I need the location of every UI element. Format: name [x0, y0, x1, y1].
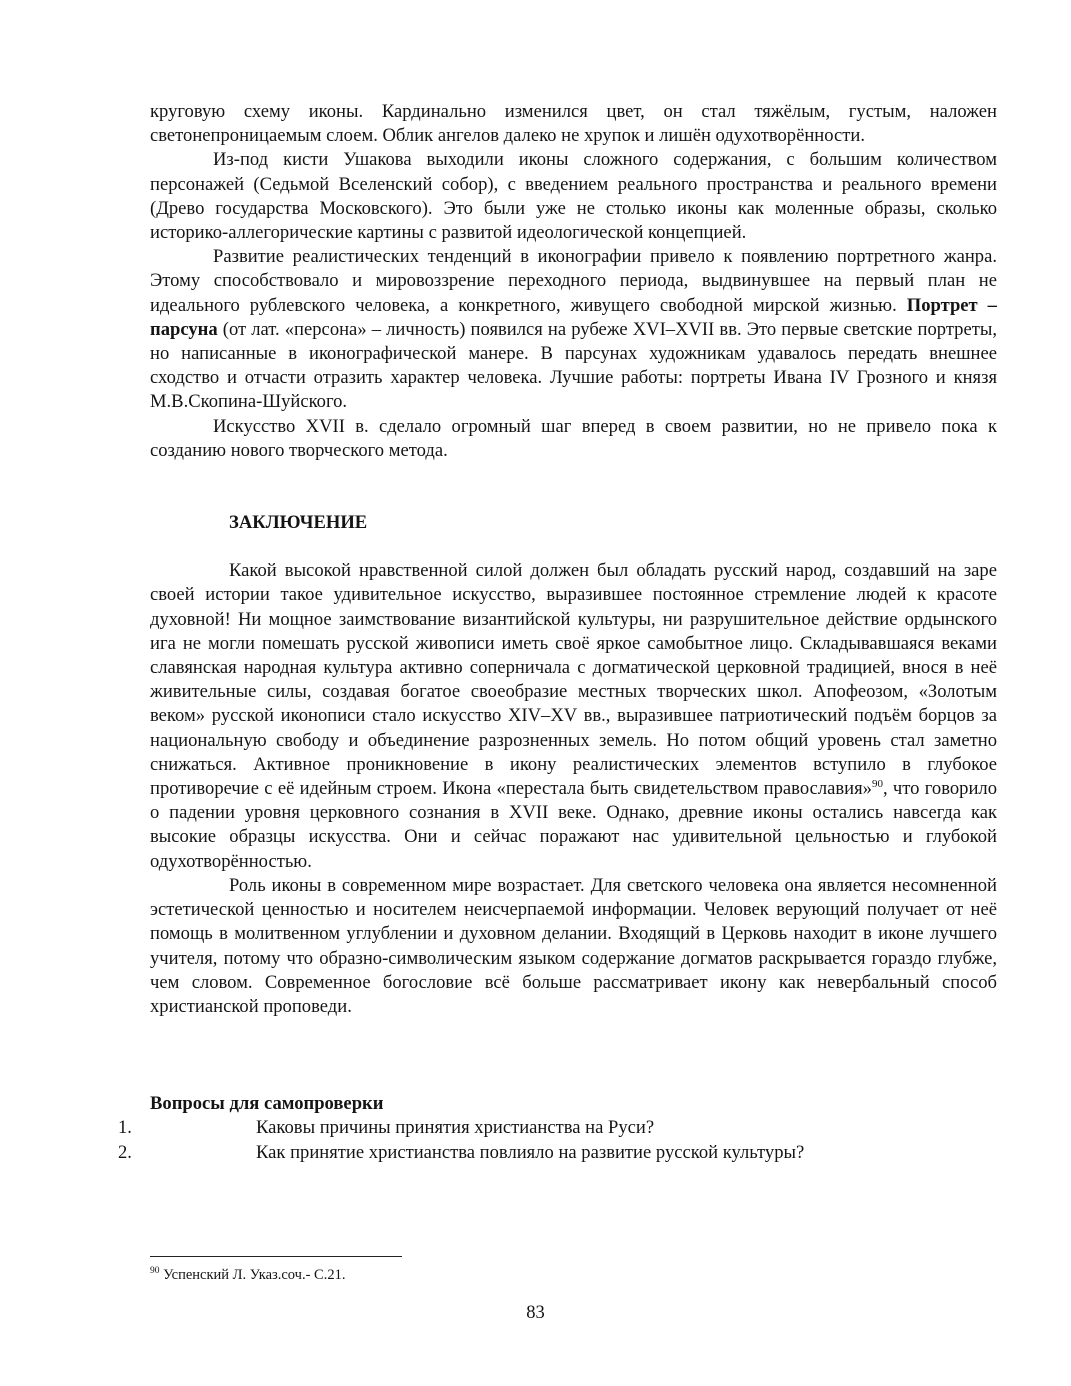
paragraph-3-part-2: (от лат. «персона» – личность) появился на рубеже XVI–XVII вв. Это первые светские портреты, но написанные в иконографической манере. В парсунах художникам удавалось передать внешнее сходство и отчасти отразить характер человека. Лучшие работы: портреты Ивана IV Грозного и князя М.В.Скопина-Шуйского. — [150, 318, 997, 413]
paragraph-3 — [150, 245, 997, 414]
parsuna-term: Портрет – парсуна — [150, 294, 997, 340]
paragraph-5 — [150, 559, 997, 874]
main-text — [118, 100, 997, 1165]
question-number: 1. — [118, 1117, 132, 1139]
paragraph-4: Искусство XVII в. сделало огромный шаг вперед в своем развитии, но не привело пока к созданию нового творческого метода. — [150, 415, 997, 461]
page-number: 83 — [526, 1302, 545, 1323]
paragraph-5-part-1: Какой высокой нравственной силой должен был обладать русский народ, создавший на заре своей истории такое удивительное искусство, выразившее постоянное стремление людей к красоте духовной! Ни мощное заимствование византийской культуры, ни разрушительное действие ордынского ига не могли помешать русской живописи иметь своё яркое самобытное лицо. Складывавшаяся веками славянская народная культура активно соперничала с догматической церковной традицией, внося в неё живительные силы, создавая богатое своеобразие местных творческих школ. Апофеозом, «Золотым веком» русской иконописи стало искусство XIV–XV вв., выразившее патриотический подъём борцов за национальную свободу и объединение разрозненных земель. Но потом общий уровень стал заметно снижаться. Активное проникновение в икону реалистических элементов вступило в глубокое противоречие с её идейным строем. Икона «перестала быть свидетельством православия» — [150, 560, 997, 800]
question-text: Каковы причины принятия христианства на Руси? — [256, 1117, 655, 1139]
footnote-reference[interactable]: 90 — [871, 777, 883, 790]
spacer — [150, 1019, 997, 1092]
footnote-separator — [150, 1256, 402, 1257]
paragraph-5-part-2: , что говорило о падении уровня церковного сознания в XVII веке. Однако, древние иконы остались навсегда как высокие образцы искусства. Они и сейчас поражают нас удивительной цельностью и глубокой одухотворённостью. — [150, 778, 997, 872]
paragraph-2: Из-под кисти Ушакова выходили иконы сложного содержания, с большим количеством персонажей (Седьмой Вселенский собор), с введением реального пространства и реального времени (Древо государства Московского). Это были уже не столько иконы как моленные образы, сколько историко-аллегорические картины с развитой идеологической концепцией. — [150, 149, 997, 244]
questions-title: Вопросы для самопроверки — [150, 1093, 384, 1115]
question-number: 2. — [118, 1141, 132, 1163]
question-text: Как принятие христианства повлияло на развитие русской культуры? — [256, 1141, 805, 1163]
footnote — [150, 1266, 345, 1284]
paragraph-1: круговую схему иконы. Кардинально изменился цвет, он стал тяжёлым, густым, наложен светонепроницаемым слоем. Облик ангелов далеко не хрупок и лишён одухотворённости. — [150, 101, 997, 147]
footnote-number: 90 — [150, 1266, 160, 1277]
section-heading: ЗАКЛЮЧЕНИЕ — [229, 512, 368, 534]
paragraph-6: Роль иконы в современном мире возрастает. Для светского человека она является несомненной эстетической ценностью и носителем неисчерпаемой информации. Человек верующий получает от неё помощь в молитвенном углублении и духовном делании. Входящий в Церковь находит в иконе лучшего учителя, потому что образно-символическим языком содержание догматов раскрывается гораздо глубже, чем словом. Современное богословие всё больше рассматривает икону как невербальный способ христианской проповеди. — [150, 874, 997, 1017]
question-item — [118, 1141, 997, 1165]
question-item — [118, 1116, 997, 1140]
footnote-text: Успенский Л. Указ.соч.- С.21. — [159, 1267, 346, 1283]
paragraph-3-part-1: Развитие реалистических тенденций в иконографии привело к появлению портретного жанра. Этому способствовало и мировоззрение переходного периода, выдвинувшее на первый план не идеального рублевского человека, а конкретного, живущего свободной мирской жизнью. — [150, 246, 997, 316]
